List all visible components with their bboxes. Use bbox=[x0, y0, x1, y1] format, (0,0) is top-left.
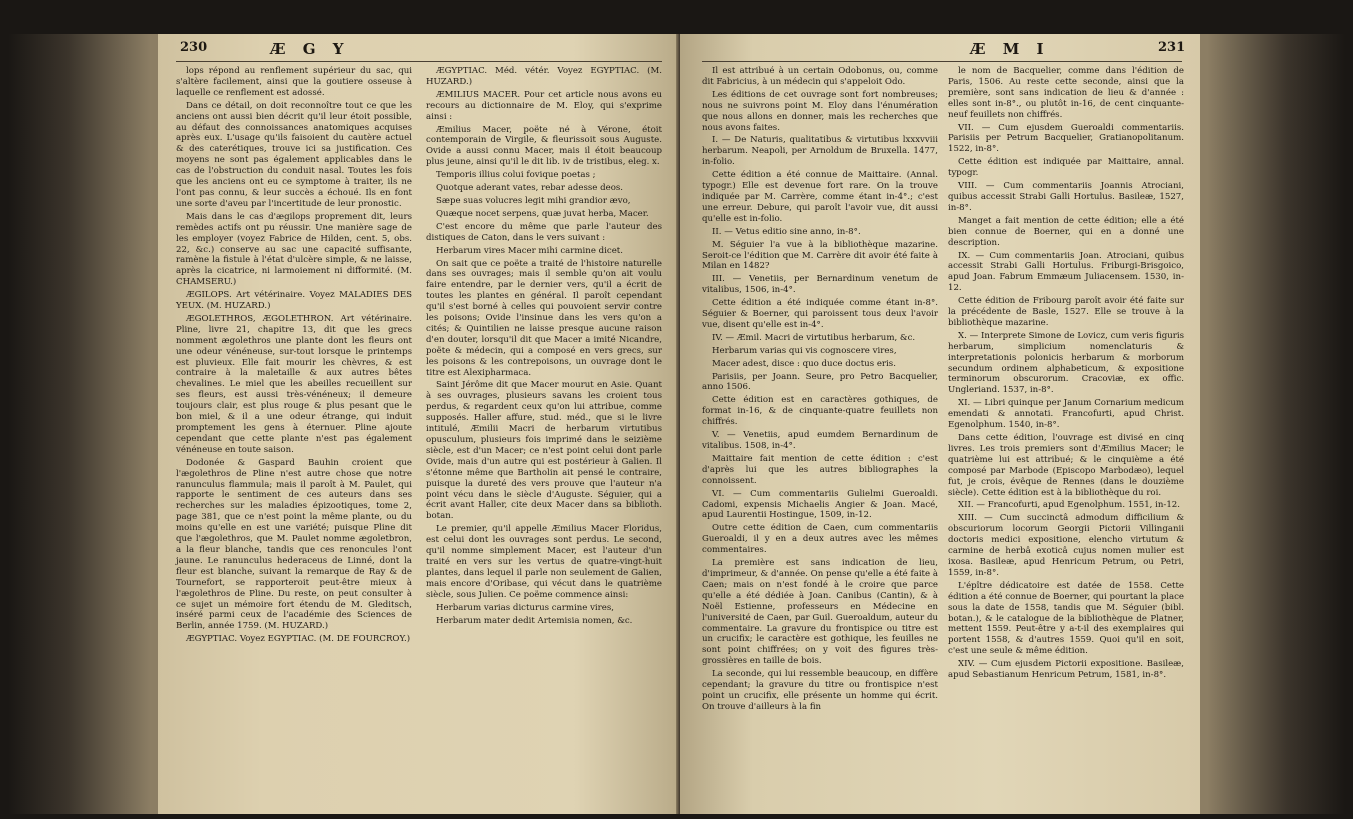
paragraph: Herbarum mater dedit Artemisia nomen, &c. bbox=[436, 615, 633, 626]
book-edge-right bbox=[1200, 34, 1345, 814]
paragraph: Maittaire fait mention de cette édition : c'est d'après lui que les autres bibliographes la connoissent. bbox=[702, 453, 938, 486]
right-column-1 bbox=[702, 66, 938, 715]
paragraph: VI. — Cum commentariis Gulielmi Gueroaldi. Cadomi, expensis Michaelis Angier & Joan. Macé, apud Laurentii Hostingue, 1509, in-12. bbox=[702, 488, 938, 521]
paragraph: XII. — Francofurti, apud Egenolphum. 1551, in-12. bbox=[958, 500, 1180, 511]
header-rule bbox=[702, 61, 1182, 62]
paragraph: Cette édition de Fribourg paroît avoir été faite sur la précédente de Basle, 1527. Elle se trouve à la bibliothèque mazarine. bbox=[948, 296, 1184, 328]
paragraph: VII. — Cum ejusdem Gueroaldi commentariis. Parisiis per Petrum Bacquelier, Gratianopolitanum. 1522, in-8°. bbox=[948, 122, 1184, 155]
paragraph: Dans ce détail, on doit reconnoître tout ce que les anciens ont aussi bien décrit qu'il leur étoit possible, au défaut des connoissances anatomiques acquises après eux. L'usage qu'ils faisoient du cautère actuel & des caterétiques, trouve ici sa justification. Ces moyens ne sont pas également applicables dans le cas de l'obstruction du conduit nasal. Toutes les fois que les anciens ont eu ce symptome à traiter, ils ne l'ont pas connu, & leur succès a échoué. Ils en font une sorte d'aveu par l'incertitude de leur pronostic. bbox=[176, 100, 412, 209]
paragraph: La première est sans indication de lieu, d'imprimeur, & d'année. On pense qu'elle a été faite à Caen; mais on n'est fondé à le croire que parce qu'elle a été dédiée à Joan. Canibus (Cantin), & à Noël Estienne, professeurs en Médecine en l'université de Caen, par Guil. Gueroaldum, auteur du commentaire. La gravure du frontispice ou titre est un crucifix; le caractère est gothique, les feuilles ne sont point chiffrées; on y voit des figures très-grossières en taille de bois. bbox=[702, 558, 938, 667]
page-number: 230 bbox=[180, 40, 208, 55]
header-rule bbox=[176, 61, 662, 62]
paragraph: Temporis illius colui fovique poetas ; bbox=[436, 170, 596, 181]
paragraph: XIII. — Cum succinctâ admodum difficilium & obscuriorum locorum Georgii Pictorii Villinganii doctoris medici expositione, elencho virtutum & carmine de herbâ exoticâ cujus nomen mulier est ixosa. Basileæ, apud Henricum Petrum, ou Petri, 1559, in-8°. bbox=[948, 513, 1184, 578]
paragraph: ÆGOLETHROS, ÆGOLETHRON. Art vétérinaire. Pline, livre 21, chapitre 13, dit que les grecs nomment ægolethros une plante dont les fleurs ont une odeur vénéneuse, sur-tout lorsque le printemps est pluvieux. Elle fait mourir les chèvres, & est contraire à la maletaille & aux autres bêtes chevalines. Le miel que les abeilles recueillent sur ses fleurs, est aussi très-vénéneux; il demeure toujours clair, est plus rouge & plus pesant que le bon miel, & il a une odeur étrange, qui induit promptement les gens à éternuer. Pline ajoute cependant que cette plante n'est pas également vénéneuse en toute saison. bbox=[176, 313, 412, 455]
paragraph: Herbarum varias dicturus carmine vires, bbox=[436, 602, 615, 613]
paragraph: Dodonée & Gaspard Bauhin croient que l'ægolethros de Pline n'est autre chose que notre ranunculus flammula; mais il paroît à M. Paulet, qui rapporte le sentiment de ces auteurs dans ses recherches sur les maladies épizootiques, tome 2, page 381, que ce n'est point la même plante, ou du moins qu'elle en est une variété; puisque Pline dit que l'ægolethros, que M. Paulet nomme ægoletbron, a la fleur blanche, tandis que ces renoncules l'ont jaune. Le ranunculus hederaceus de Linné, dont la fleur est blanche, suivant la remarque de Ray & de Tournefort, se rapporteroit peut-être mieux à l'ægolethros de Pline. Du reste, on peut consulter à ce sujet un mémoire fort étendu de M. Gleditsch, inséré parmi ceux de l'académie des Sciences de Berlin, année 1759. (M. HUZARD.) bbox=[176, 457, 412, 632]
paragraph: IV. — Æmil. Macri de virtutibus herbarum, &c. bbox=[712, 332, 916, 343]
paragraph: Herbarum varias qui vis cognoscere vires, bbox=[712, 345, 897, 356]
paragraph: Æmilius Macer, poëte né à Vérone, étoit contemporain de Virgile, & fleurissoit sous Auguste. Ovide a aussi connu Macer, mais il étoit beaucoup plus jeune, ainsi qu'il le dit lib. iv de tristibus, eleg. x. bbox=[426, 124, 662, 168]
paragraph: L'épître dédicatoire est datée de 1558. Cette édition a été connue de Boerner, qui pourtant la place sous la date de 1558, tandis que M. Séguier (bibl. botan.), & le catalogue de la bibliothèque de Platner, mettent 1559. Peut-être y a-t-il des exemplaires qui portent 1558, & d'autres 1559. Quoi qu'il en soit, c'est une seule & même édition. bbox=[948, 580, 1184, 657]
paragraph: Cette édition est en caractères gothiques, de format in-16, & de cinquante-quatre feuillets non chiffrés. bbox=[702, 395, 938, 428]
running-head: Æ G Y bbox=[270, 40, 350, 58]
open-book-scan bbox=[8, 34, 1345, 814]
paragraph: M. Séguier l'a vue à la bibliothèque mazarine. Seroit-ce l'édition que M. Carrère dit avoir été faite à Milan en 1482? bbox=[702, 239, 938, 272]
paragraph: Dans cette édition, l'ouvrage est divisé en cinq livres. Les trois premiers sont d'Æmilius Macer; le quatrième lui est attribué; & le cinquième a été composé par Marbode (Episcopo Marbodæo), lequel fut, je crois, évêque de Rennes (dans le douzième siècle). Cette édition est à la bibliothèque du roi. bbox=[948, 433, 1184, 498]
left-column-1 bbox=[176, 66, 412, 647]
paragraph: ÆGILOPS. Art vétérinaire. Voyez MALADIES DES YEUX. (M. HUZARD.) bbox=[176, 290, 412, 312]
paragraph: Sæpe suas volucres legit mihi grandior ævo, bbox=[436, 195, 631, 206]
page-number: 231 bbox=[1158, 40, 1186, 55]
running-head: Æ M I bbox=[970, 40, 1050, 58]
paragraph: Il est attribué à un certain Odobonus, ou, comme dit Fabricius, à un médecin qui s'appeloit Odo. bbox=[702, 66, 938, 87]
paragraph: Macer adest, disce : quo duce doctus eris. bbox=[712, 358, 896, 369]
paragraph: XI. — Libri quinque per Janum Cornarium medicum emendati & annotati. Francofurti, apud Christ. Egenolphum. 1540, in-8°. bbox=[948, 398, 1184, 431]
paragraph: C'est encore du même que parle l'auteur des distiques de Caton, dans le vers suivant : bbox=[426, 221, 662, 243]
book-edge-left bbox=[8, 34, 158, 814]
paragraph: Le premier, qu'il appelle Æmilius Macer Floridus, est celui dont les ouvrages sont perdus. Le second, qu'il nomme simplement Macer, est l'auteur d'un traité en vers sur les vertus de quatre-vingt-huit plantes, dans lequel il parle non seulement de Galien, mais encore d'Oribase, qui vécut dans le quatrième siècle, sous Julien. Ce poëme commence ainsi: bbox=[426, 524, 662, 600]
paragraph: Mais dans le cas d'ægilops proprement dit, leurs remèdes actifs ont pu réussir. Une manière sage de les employer (voyez Fabrice de Hilden, cent. 5, obs. 22, &c.) conserve au sac une capacité suffisante, ramène la fistule à l'état d'ulcère simple, & ne laisse, après la cicatrice, ni larmoiement ni difformité. (M. CHAMSERU.) bbox=[176, 211, 412, 288]
paragraph: ÆGYPTIAC. Voyez EGYPTIAC. (M. DE FOURCROY.) bbox=[186, 634, 411, 645]
paragraph: III. — Venetiis, per Bernardinum venetum de vitalibus, 1506, in-4°. bbox=[702, 274, 938, 296]
paragraph: Parisiis, per Joann. Seure, pro Petro Bacquelier, anno 1506. bbox=[702, 371, 938, 393]
paragraph: Saint Jérôme dit que Macer mourut en Asie. Quant à ses ouvrages, plusieurs savans les croient tous perdus, & regardent ceux qu'on lui attribue, comme supposés. Haller affure, stud. méd., que si le livre intitulé, Æmilii Macri de herbarum virtutibus opusculum, plusieurs fois imprimé dans le seizième siècle, est d'un Macer; ce n'est point celui dont parle Ovide, mais d'un autre qui est postérieur à Galien. Il s'étonne même que Bartholin ait pensé le contraire, puisque la dureté des vers prouve que l'auteur n'a point vécu dans le siècle d'Auguste. Séguier, qui a écrit avant Haller, cite deux Macer dans sa biblioth. botan. bbox=[426, 380, 662, 522]
paragraph: Manget a fait mention de cette édition; elle a été bien connue de Boerner, qui en a donné une description. bbox=[948, 215, 1184, 248]
left-page bbox=[158, 34, 678, 814]
paragraph: Herbarum vires Macer mihi carmine dicet. bbox=[436, 245, 623, 256]
paragraph: lops répond au renflement supérieur du sac, qui s'altère facilement, ainsi que la goutiere osseuse à laquelle ce renflement est adossé. bbox=[176, 66, 412, 98]
paragraph: IX. — Cum commentariis Joan. Atrociani, quibus accessit Strabi Galli Hortulus. Friburgi-Brisgoico, apud Joan. Fabrum Emmæum Juliacensem. 1530, in-12. bbox=[948, 250, 1184, 294]
paragraph: On sait que ce poëte a traité de l'histoire naturelle dans ses ouvrages; mais il semble qu'on ait voulu faire entendre, par le dernier vers, qu'il a écrit de toutes les plantes en général. Il paroît cependant qu'il s'est borné à celles qui pouvoient servir contre les poisons; Ovide l'insinue dans les vers qu'on a cités; & Quintilien ne laisse presque aucune raison d'en douter, lorsqu'il dit que Macer a imité Nicandre, poëte & médecin, qui a composé en vers grecs, sur les poisons & les contrepoisons, un ouvrage dont le titre est Alexipharmaca. bbox=[426, 258, 662, 378]
paragraph: Cette édition est indiquée par Maittaire, annal. typogr. bbox=[948, 157, 1184, 179]
paragraph: Les éditions de cet ouvrage sont fort nombreuses; nous ne suivrons point M. Eloy dans l'énumération que nous allons en donner, mais les recherches que nous avons faites. bbox=[702, 89, 938, 133]
paragraph: Cette édition a été indiquée comme étant in-8°. Séguier & Boerner, qui paroissent tous deux l'avoir vue, disent qu'elle est in-4°. bbox=[702, 298, 938, 330]
paragraph: La seconde, qui lui ressemble beaucoup, en diffère cependant; la gravure du titre ou frontispice n'est point un crucifix, elle présente un homme qui écrit. On trouve d'ailleurs à la fin bbox=[702, 669, 938, 712]
paragraph: I. — De Naturis, qualitatibus & virtutibus lxxxvviii herbarum. Neapoli, per Arnoldum de Bruxella. 1477, in-folio. bbox=[702, 135, 938, 168]
paragraph: Cette édition a été connue de Maittaire. (Annal. typogr.) Elle est devenue fort rare. On la trouve indiquée par M. Carrère, comme étant in-4°.; c'est une erreur. Debure, qui paroît l'avoir vue, dit aussi qu'elle est in-folio. bbox=[702, 170, 938, 224]
paragraph: le nom de Bacquelier, comme dans l'édition de Paris, 1506. Au reste cette seconde, ainsi que la première, sont sans indication de lieu & d'année : elles sont in-8°., ou plutôt in-16, de cent cinquante-neuf feuillets non chiffrés. bbox=[948, 66, 1184, 120]
right-column-2 bbox=[948, 66, 1184, 683]
paragraph: VIII. — Cum commentariis Joannis Atrociani, quibus accessit Strabi Galli Hortulus. Basileæ, 1527, in-8°. bbox=[948, 181, 1184, 213]
paragraph: Quotque aderant vates, rebar adesse deos. bbox=[436, 183, 624, 194]
paragraph: II. — Vetus editio sine anno, in-8°. bbox=[712, 226, 861, 237]
paragraph: V. — Venetiis, apud eumdem Bernardinum de vitalibus. 1508, in-4°. bbox=[702, 430, 938, 451]
left-column-2 bbox=[426, 66, 662, 628]
right-page bbox=[680, 34, 1200, 814]
paragraph: X. — Interprete Simone de Lovicz, cum veris figuris herbarum, simplicium nomenclaturis & interpretationis polonicis herbarum & morborum secundum ordinem alphabeticum, & expositione terminorum obscurorum. Cracoviæ, ex offic. Ungleriand. 1537, in-8°. bbox=[948, 330, 1184, 396]
paragraph: Outre cette édition de Caen, cum commentariis Gueroaldi, il y en a deux autres avec les mêmes commentaires. bbox=[702, 523, 938, 556]
paragraph: Quæque nocet serpens, quæ juvat herba, Macer. bbox=[436, 208, 649, 219]
paragraph: ÆGYPTIAC. Méd. vétér. Voyez EGYPTIAC. (M. HUZARD.) bbox=[426, 66, 662, 87]
paragraph: XIV. — Cum ejusdem Pictorii expositione. Basileæ, apud Sebastianum Henricum Petrum, 1581, in-8°. bbox=[948, 659, 1184, 681]
paragraph: ÆMILIUS MACER. Pour cet article nous avons eu recours au dictionnaire de M. Eloy, qui s'exprime ainsi : bbox=[426, 89, 662, 122]
